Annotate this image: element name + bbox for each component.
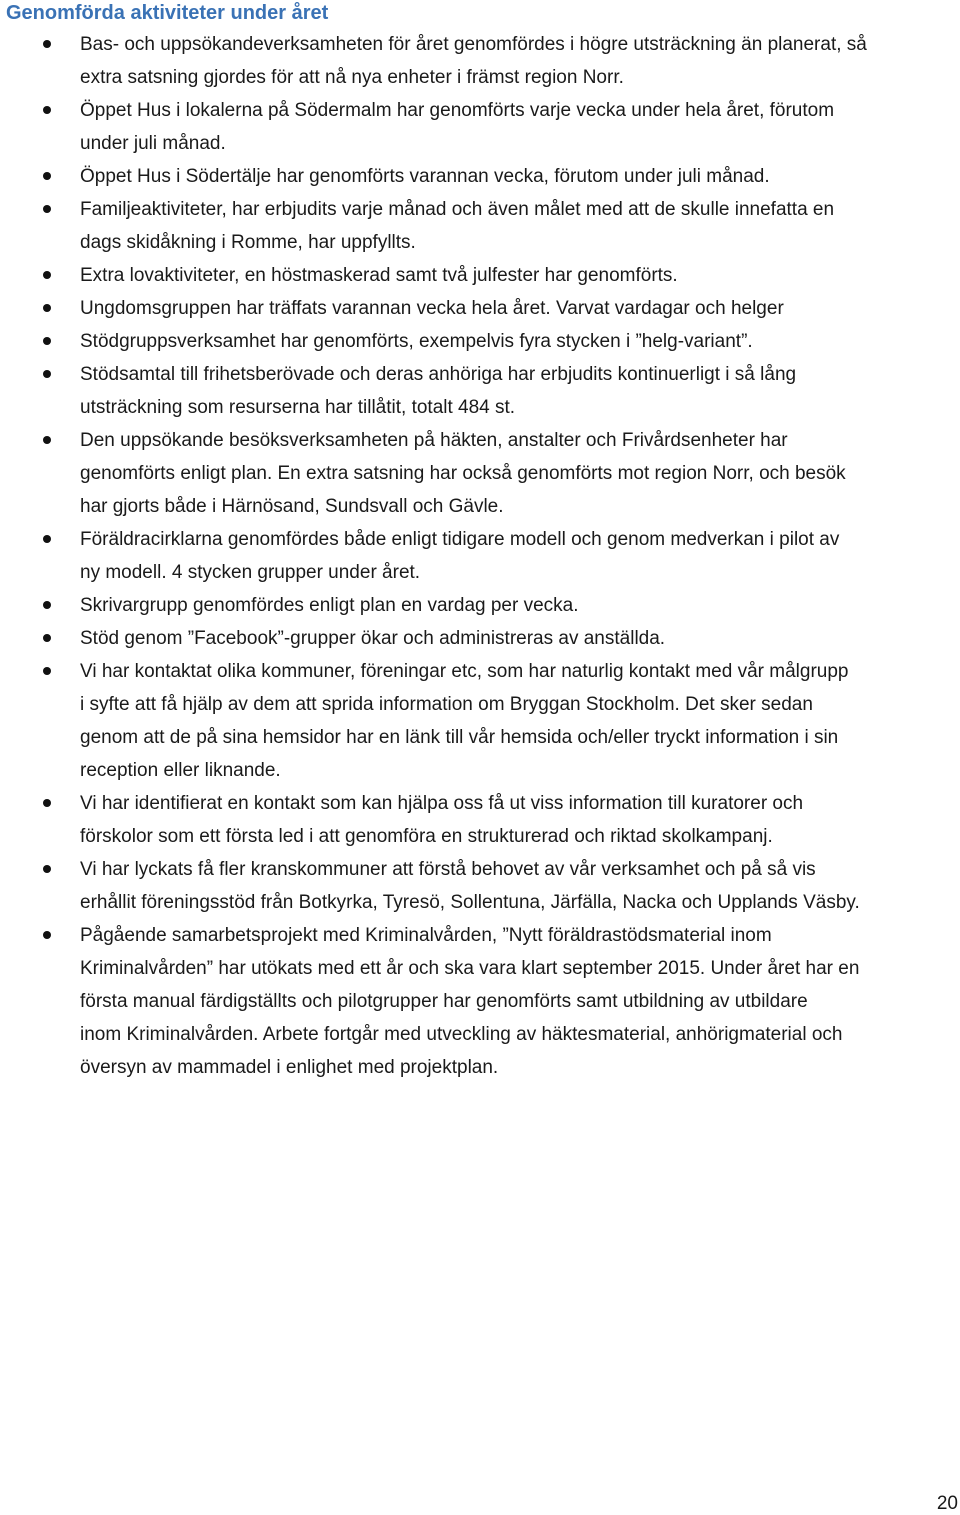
list-item-text: utsträckning som resurserna har tillåtit, totalt 484 st.: [80, 397, 516, 418]
list-item: [0, 523, 960, 589]
list-item-text: Stödsamtal till frihetsberövade och deras anhöriga har erbjudits kontinuerligt i så lång: [80, 364, 797, 385]
list-item: [0, 589, 960, 622]
bullet-icon: [43, 865, 51, 873]
list-item: [0, 259, 960, 292]
list-item-text: Öppet Hus i Södertälje har genomförts varannan vecka, förutom under juli månad.: [80, 166, 770, 187]
bullet-icon: [43, 370, 51, 378]
list-item-text: Ungdomsgruppen har träffats varannan vecka hela året. Varvat vardagar och helger: [80, 298, 784, 319]
list-item-text: Den uppsökande besöksverksamheten på häkten, anstalter och Frivårdsenheter har: [80, 430, 788, 451]
list-item-text: översyn av mammadel i enlighet med projektplan.: [80, 1057, 499, 1078]
list-item-text: ny modell. 4 stycken grupper under året.: [80, 562, 421, 583]
list-item-text: första manual färdigställts och pilotgrupper har genomförts samt utbildning av utbildare: [80, 991, 808, 1012]
bullet-icon: [43, 799, 51, 807]
list-item: [0, 358, 960, 424]
list-item: [0, 94, 960, 160]
list-item-text: i syfte att få hjälp av dem att sprida information om Bryggan Stockholm. Det sker sedan: [80, 694, 813, 715]
page-number: 20: [936, 1493, 958, 1514]
list-item: [0, 919, 960, 1084]
bullet-icon: [43, 337, 51, 345]
bullet-icon: [43, 304, 51, 312]
bullet-icon: [43, 172, 51, 180]
list-item-text: Skrivargrupp genomfördes enligt plan en vardag per vecka.: [80, 595, 579, 616]
list-item: [0, 655, 960, 787]
list-item: [0, 193, 960, 259]
list-item: [0, 622, 960, 655]
bullet-icon: [43, 535, 51, 543]
list-item: [0, 28, 960, 94]
bullet-icon: [43, 436, 51, 444]
list-item-text: Kriminalvården” har utökats med ett år och ska vara klart september 2015. Under året har en: [80, 958, 860, 979]
list-item: [0, 787, 960, 853]
list-item-text: reception eller liknande.: [80, 760, 281, 781]
bullet-icon: [43, 634, 51, 642]
list-item: [0, 424, 960, 523]
list-item-text: under juli månad.: [80, 133, 226, 154]
list-item-text: Bas- och uppsökandeverksamheten för året genomfördes i högre utsträckning än planerat, så: [80, 34, 867, 55]
list-item: [0, 853, 960, 919]
list-item-text: Extra lovaktiviteter, en höstmaskerad samt två julfester har genomförts.: [80, 265, 678, 286]
list-item-text: har gjorts både i Härnösand, Sundsvall och Gävle.: [80, 496, 504, 517]
list-item-text: extra satsning gjordes för att nå nya enheter i främst region Norr.: [80, 67, 624, 88]
bullet-icon: [43, 601, 51, 609]
list-item-text: Stödgruppsverksamhet har genomförts, exempelvis fyra stycken i ”helg-variant”.: [80, 331, 753, 352]
list-item-text: inom Kriminalvården. Arbete fortgår med utveckling av häktesmaterial, anhörigmaterial och: [80, 1024, 843, 1045]
bullet-icon: [43, 667, 51, 675]
list-item-text: genom att de på sina hemsidor har en länk till vår hemsida och/eller tryckt information i sin: [80, 727, 839, 748]
list-item: [0, 325, 960, 358]
list-item-text: Familjeaktiviteter, har erbjudits varje månad och även målet med att de skulle innefatta en: [80, 199, 835, 220]
bullet-icon: [43, 205, 51, 213]
list-item-text: Vi har kontaktat olika kommuner, föreningar etc, som har naturlig kontakt med vår målgrupp: [80, 661, 849, 682]
list-item-text: Öppet Hus i lokalerna på Södermalm har genomförts varje vecka under hela året, förutom: [80, 100, 835, 121]
list-item-text: förskolor som ett första led i att genomföra en strukturerad och riktad skolkampanj.: [80, 826, 773, 847]
list-item-text: dags skidåkning i Romme, har uppfyllts.: [80, 232, 416, 253]
list-item: [0, 292, 960, 325]
list-item-text: Vi har identifierat en kontakt som kan hjälpa oss få ut viss information till kuratorer och: [80, 793, 804, 814]
bullet-icon: [43, 931, 51, 939]
bullet-icon: [43, 40, 51, 48]
list-item-text: erhållit föreningsstöd från Botkyrka, Tyresö, Sollentuna, Järfälla, Nacka och Upplands Väsby.: [80, 892, 860, 913]
bullet-icon: [43, 271, 51, 279]
list-item-text: Vi har lyckats få fler kranskommuner att förstå behovet av vår verksamhet och på så vis: [80, 859, 816, 880]
section-heading: Genomförda aktiviteter under året: [6, 2, 329, 24]
activity-list: [0, 28, 960, 1084]
bullet-icon: [43, 106, 51, 114]
list-item-text: genomförts enligt plan. En extra satsning har också genomförts mot region Norr, och besök: [80, 463, 846, 484]
list-item-text: Stöd genom ”Facebook”-grupper ökar och administreras av anställda.: [80, 628, 666, 649]
list-item-text: Föräldracirklarna genomfördes både enligt tidigare modell och genom medverkan i pilot av: [80, 529, 840, 550]
list-item: [0, 160, 960, 193]
list-item-text: Pågående samarbetsprojekt med Kriminalvården, ”Nytt föräldrastödsmaterial inom: [80, 925, 772, 946]
